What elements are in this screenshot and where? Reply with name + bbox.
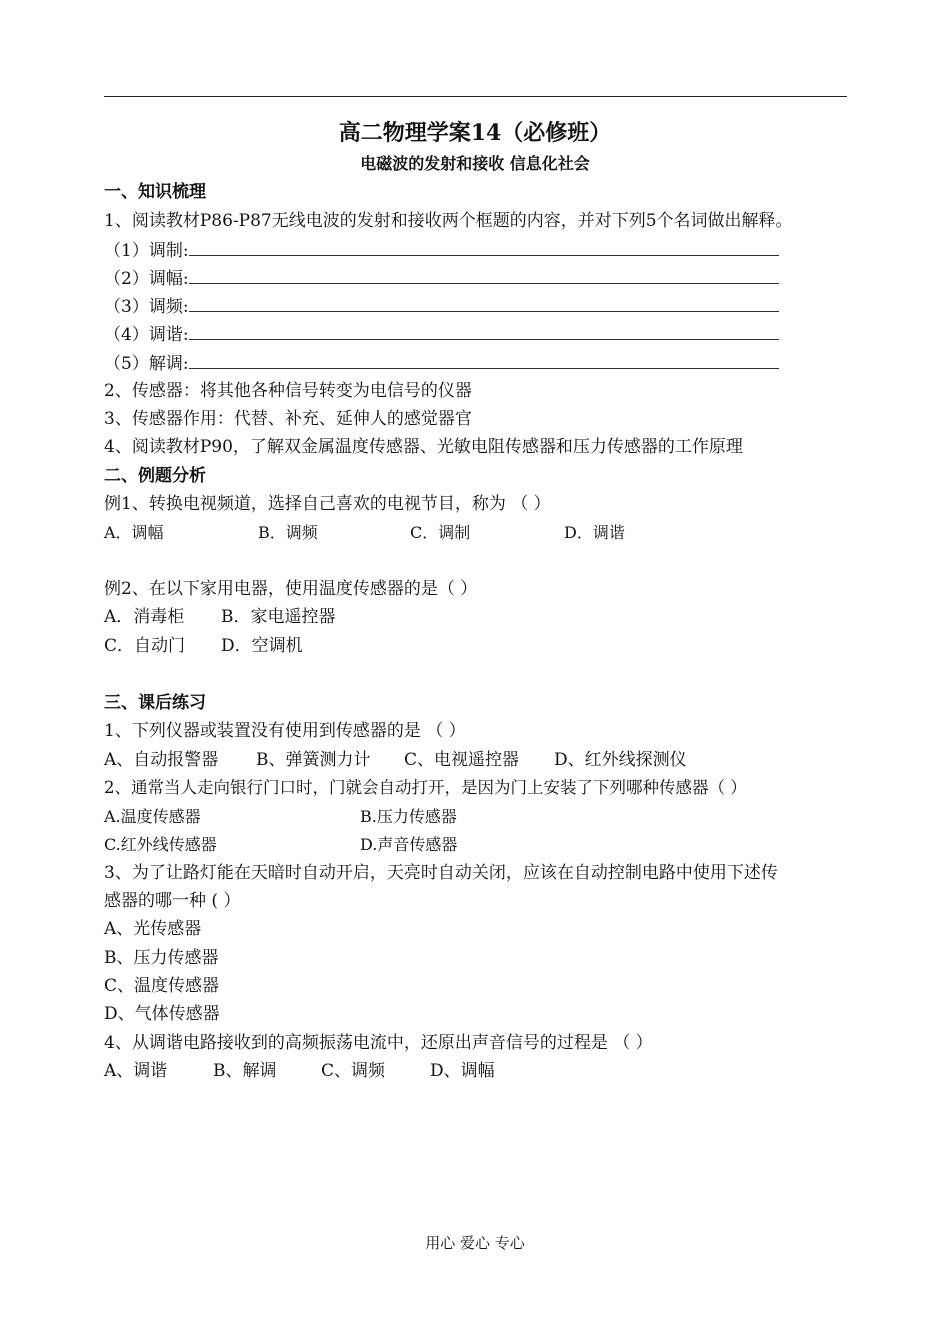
answer-blank[interactable] — [189, 239, 779, 256]
practice2-row1 — [104, 806, 457, 828]
section1-item1: 1、阅读教材P86-P87无线电波的发射和接收两个框题的内容，并对下列5个名词做出解释。 — [104, 211, 793, 231]
term-row-5 — [104, 352, 779, 375]
answer-blank[interactable] — [189, 267, 779, 284]
practice1-question: 1、下列仪器或装置没有使用到传感器的是 （ ） — [104, 721, 466, 741]
section3-heading: 三、课后练习 — [104, 693, 206, 713]
practice3-question-line2: 感器的哪一种 ( ） — [104, 891, 241, 911]
section1-item3: 3、传感器作用：代替、补充、延伸人的感觉器官 — [104, 409, 472, 429]
practice4-options — [104, 1060, 495, 1082]
option: A、调谐 — [104, 1061, 168, 1081]
practice3-option-d: D、气体传感器 — [104, 1004, 220, 1024]
option: D.声音传感器 — [360, 835, 458, 854]
practice4-question: 4、从调谐电路接收到的高频振荡电流中，还原出声音信号的过程是 （ ） — [104, 1033, 653, 1053]
term-row-4 — [104, 323, 779, 346]
option: C.红外线传感器 — [104, 835, 217, 854]
example2-row1 — [104, 606, 336, 628]
option: A.温度传感器 — [104, 807, 201, 826]
option: B、解调 — [213, 1061, 277, 1081]
option: B.压力传感器 — [360, 807, 457, 826]
term-label: （5）解调: — [104, 354, 189, 374]
option: A．消毒柜 — [104, 607, 185, 627]
practice3-option-a: A、光传感器 — [104, 919, 202, 939]
option: C．自动门 — [104, 636, 186, 656]
practice3-option-c: C、温度传感器 — [104, 976, 220, 996]
practice1-options — [104, 749, 687, 771]
term-row-2 — [104, 267, 779, 290]
section2-heading: 二、例题分析 — [104, 466, 206, 486]
practice3-question-line1: 3、为了让路灯能在天暗时自动开启，天亮时自动关闭，应该在自动控制电路中使用下述传 — [104, 863, 778, 883]
page-title: 高二物理学案14（必修班） — [338, 120, 612, 146]
option: B．调频 — [258, 523, 318, 542]
section1-item4: 4、阅读教材P90，了解双金属温度传感器、光敏电阻传感器和压力传感器的工作原理 — [104, 437, 743, 457]
answer-blank[interactable] — [189, 352, 779, 369]
option: D．调谐 — [564, 523, 625, 542]
term-row-1 — [104, 239, 779, 262]
page-footer: 用心 爱心 专心 — [425, 1234, 525, 1252]
option: A、自动报警器 — [104, 750, 219, 770]
term-row-3 — [104, 295, 779, 318]
page-subtitle: 电磁波的发射和接收 信息化社会 — [360, 154, 590, 173]
example1-options — [104, 522, 625, 544]
option: C、调频 — [321, 1061, 386, 1081]
practice2-question: 2、通常当人走向银行门口时，门就会自动打开，是因为门上安装了下列哪种传感器（ ） — [104, 778, 747, 797]
answer-blank[interactable] — [189, 323, 779, 340]
option: C．调制 — [410, 523, 471, 542]
practice3-option-b: B、压力传感器 — [104, 948, 219, 968]
option: B．家电遥控器 — [221, 607, 336, 627]
term-label: （3）调频: — [104, 297, 189, 317]
option: A．调幅 — [104, 523, 164, 542]
section1-item2: 2、传感器：将其他各种信号转变为电信号的仪器 — [104, 381, 472, 401]
practice2-row2 — [104, 834, 457, 856]
option: B、弹簧测力计 — [256, 750, 371, 770]
example2-row2 — [104, 635, 303, 657]
answer-blank[interactable] — [189, 295, 779, 312]
section1-heading: 一、知识梳理 — [104, 182, 206, 202]
term-label: （4）调谐: — [104, 325, 189, 345]
term-label: （2）调幅: — [104, 269, 189, 289]
option: D、调幅 — [430, 1061, 495, 1081]
option: D．空调机 — [221, 636, 303, 656]
option: D、红外线探测仪 — [554, 750, 687, 770]
term-label: （1）调制: — [104, 241, 189, 261]
option: C、电视遥控器 — [404, 750, 520, 770]
example2-question: 例2、在以下家用电器，使用温度传感器的是（ ） — [104, 579, 478, 599]
example1-question: 例1、转换电视频道，选择自己喜欢的电视节目，称为 （ ） — [104, 494, 551, 514]
header-rule — [104, 96, 847, 97]
